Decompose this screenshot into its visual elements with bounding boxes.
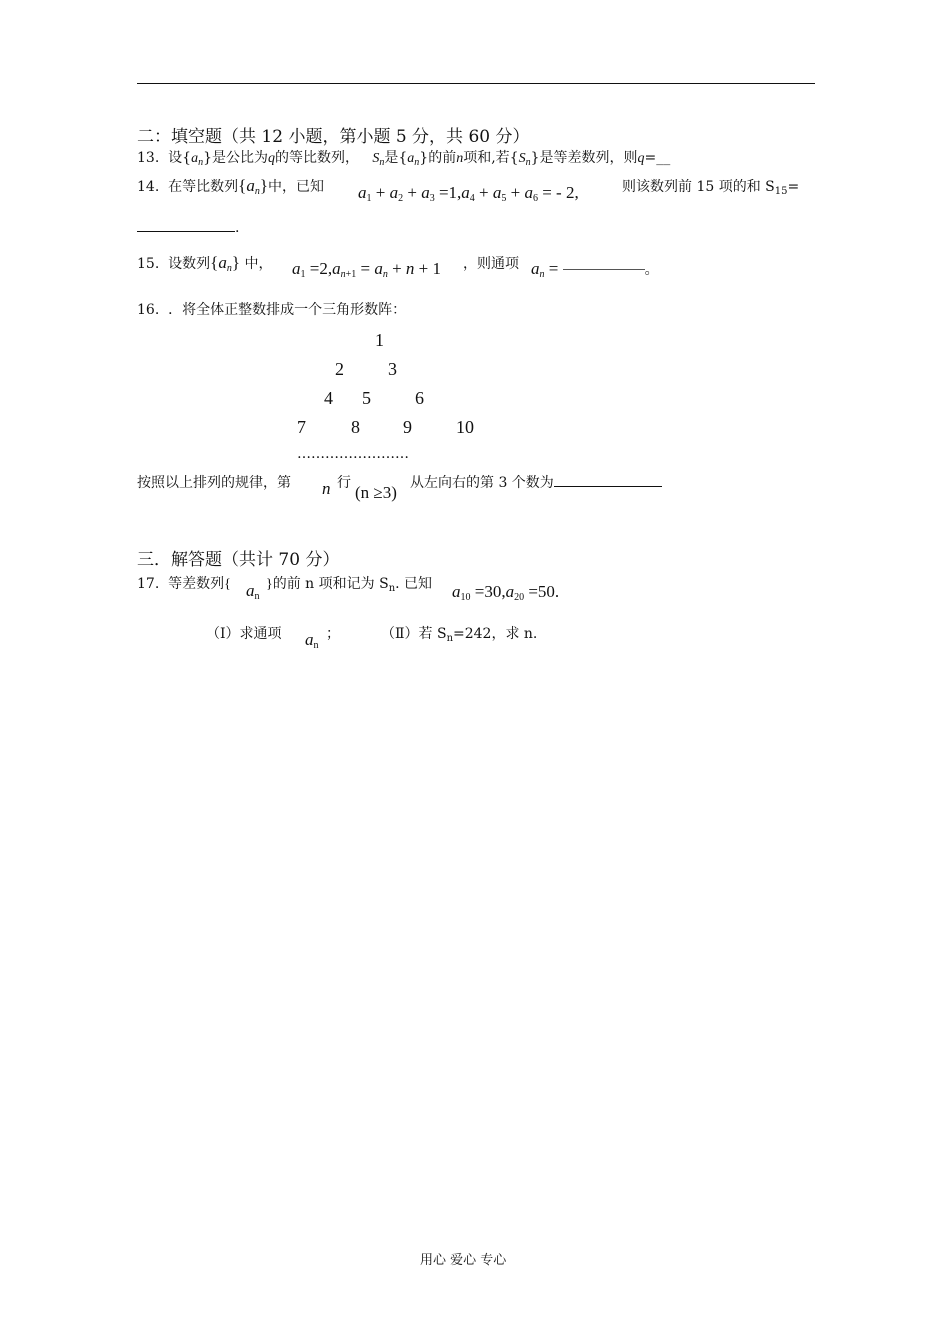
variable-n: n	[322, 479, 331, 498]
question-14-tail: 则该数列前 15 项的和 $S_{15}=$	[622, 179, 800, 197]
triangle-number: 6	[415, 388, 424, 408]
section-2-title: 二：填空题（共 12 小题，第小题 5 分，共 60 分）	[137, 127, 530, 147]
question-17-part-2: （Ⅱ）若 $S_n=242$，求 n.	[381, 626, 538, 644]
triangle-number: 4	[324, 388, 333, 408]
top-rule	[137, 83, 815, 84]
question-16-tail: 从左向右的第 3 个数为	[410, 472, 662, 492]
equation-15-an: $a_n$ = 。	[531, 259, 659, 280]
triangle-ellipsis: ……………………	[297, 446, 409, 462]
variable-an: $a_n$	[246, 581, 260, 602]
triangle-number: 2	[335, 359, 344, 379]
question-16-row: 行	[337, 475, 351, 491]
answer-blank-14: .	[137, 220, 239, 236]
question-17-part-1: （Ⅰ）求通项	[206, 626, 282, 642]
triangle-number: 3	[388, 359, 397, 379]
triangle-number: 9	[403, 417, 412, 437]
triangle-number: 7	[297, 417, 306, 437]
question-16-rule: 按照以上排列的规律，第	[137, 475, 291, 491]
question-13: 13. 设$\{a_n\}$是公比为q的等比数列， $S_n$是$\{a_n\}$的前n项和,若$\{S_n\}$是等差数列，则q=__	[137, 150, 671, 168]
equation-14: $a_1 + a_2 + a_3 =1,a_4 + a_5 + a_6$ = - 2,	[358, 183, 579, 204]
triangle-number: 5	[362, 388, 371, 408]
question-17-part-1-tail: ；	[326, 626, 340, 642]
equation-17: $a_{10} =30,a_{20} =50$.	[452, 582, 560, 603]
question-14: 14. 在等比数列$\{a_n\}$中，已知	[137, 176, 325, 197]
section-3-title: 三．解答题（共计 70 分）	[137, 550, 340, 570]
page-footer: 用心 爱心 专心	[420, 1253, 507, 1268]
question-16: 16. ．将全体正整数排成一个三角形数阵：	[137, 302, 407, 318]
equation-15: $a_1 =2,a_{n+1} = a_n + n + 1$	[292, 259, 442, 280]
question-15-tail: ，则通项	[463, 256, 519, 272]
question-15: 15. 设数列$\{a_n\}$ 中，	[137, 253, 273, 274]
triangle-number: 8	[351, 417, 360, 437]
question-17-text: }的前 n 项和记为 $S_n$. 已知	[266, 576, 433, 594]
triangle-number: 1	[375, 330, 384, 350]
triangle-number: 10	[456, 417, 474, 437]
question-17: 17. 等差数列{	[137, 576, 231, 592]
condition-n: (n ≥3)	[355, 483, 397, 502]
variable-an-part-1: $a_n$	[305, 630, 319, 651]
